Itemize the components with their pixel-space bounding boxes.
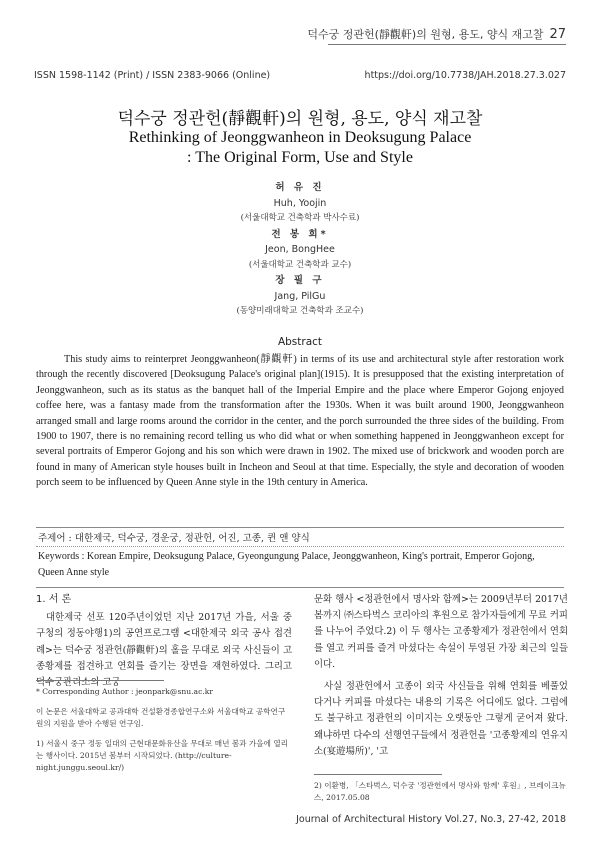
title-english [0, 128, 600, 168]
doi-link[interactable]: https://doi.org/10.7738/JAH.2018.27.3.027 [364, 70, 566, 81]
running-head [307, 26, 566, 42]
body-paragraph-right-2: 사실 정관헌에서 고종이 외국 사신들을 위해 연회를 베풀었다거나 커피를 마셨다는 내용의 기록은 어디에도 없다. 그럼에도 불구하고 정관헌의 이미지는 오랫동안 그렇게 굳어져 왔다. 왜냐하면 다수의 선행연구들에서 정관헌을 '고종황제의 연유지소(宴遊場所)', '고 [314, 681, 568, 757]
body-paragraph-right-1: 문화 행사 <정관헌에서 명사와 함께>는 2009년부터 2017년 봄까지 ㈜스타벅스 코리아의 후원으로 참가자들에게 무료 커피를 나누어 주었다.2) 이 두 행사는 고종황제가 정관헌에서 연회를 열고 커피를 즐겨 마셨다는 속설이 투영된 가장 최근의 일들이다. [314, 594, 568, 670]
abstract-heading: Abstract [277, 336, 323, 348]
author-3-korean: 장 필 구 [275, 275, 325, 286]
author-2-affiliation: (서울대학교 건축학과 교수) [248, 259, 352, 270]
keywords-english: Keywords : Korean Empire, Deoksugung Palace, Gyeongungung Palace, Jeonggwanheon, King's portrait, Emperor Gojong, Queen Anne style [38, 551, 535, 578]
footnote-rule-right [314, 774, 442, 775]
body-paragraph-left: 대한제국 선포 120주년이었던 지난 2017년 가을, 서울 중구청의 정동야행1)의 공연프로그램 <대한제국 외국 공사 접견례>는 덕수궁 정관헌(靜觀軒)의 홀을 무대로 외국 사신들이 고종황제를 접견하고 연회를 즐기는 장면을 재현하였다. 그리고 덕수궁관리소의 고궁 [36, 612, 292, 689]
title-english-line1: Rethinking of Jeonggwanheon in Deoksugung Palace [128, 129, 472, 146]
keywords-bottom-rule [36, 587, 564, 588]
author-2-korean: 전 봉 희* [271, 228, 329, 240]
footnote-2: 2) 이환병, 「스타벅스, 덕수궁 '정관헌에서 명사와 함께' 후원」, 브레이크뉴스, 2017.05.08 [314, 781, 566, 802]
journal-footer: Journal of Architectural History Vol.27, No.3, 27-42, 2018 [296, 814, 566, 825]
keywords-divider [36, 546, 564, 547]
author-1-affiliation: (서울대학교 건축학과 박사수료) [240, 213, 360, 223]
corresponding-author-note: * Corresponding Author : jeonpark@snu.ac.kr [36, 687, 213, 696]
page-number: 27 [549, 27, 566, 42]
issn: ISSN 1598-1142 (Print) / ISSN 2383-9066 (Online) [34, 70, 271, 81]
author-2-english: Jeon, BongHee [265, 244, 335, 255]
keywords-korean: 주제어 : 대한제국, 덕수궁, 경운궁, 정관헌, 어진, 고종, 퀸 앤 양식 [38, 533, 310, 544]
body-right-column [314, 592, 568, 760]
footnotes-left [36, 686, 292, 782]
funding-note: 이 논문은 서울대학교 공과대학 건설환경종합연구소와 서울대학교 공학연구원의 지원을 받아 수행된 연구임. [36, 707, 286, 728]
title-english-line2: : The Original Form, Use and Style [187, 149, 413, 166]
author-3-affiliation: (동양미래대학교 건축학과 조교수) [236, 306, 364, 316]
abstract-body: This study aims to reinterpret Jeonggwanheon(靜觀軒) in terms of its use and architectural style after restoration work through the recently discovered [Deoksugung Palace's original plan](1915). It is presupposed that the existing interpretation of Jeonggwanheon, such as its status as the banquet hall of the Imperial Empire and the place where Emperor Gojong enjoyed coffee here, was a fantasy made from the transformation after the 1930s. When it was built around 1900, Jeonggwanheon arranged small and large rooms around the corridor in the center, and the porch surrounded the three sides of the building. From 1900 to 1907, there is no remaining record telling us who did what or when something happened in Jeonggwanheon except for several portraits of Emperor Gojong and his son which were drawn in 1902. The mixed use of brickwork and wooden porch are found in many of American style houses built in Incheon and Seoul at that time. Especially, the style and decoration of wooden porch seem to be influenced by Queen Anne style in the 19th century in America. [36, 354, 564, 489]
section-heading-intro: 1. 서 론 [36, 594, 72, 605]
footnote-1: 1) 서울시 중구 정동 일대의 근현대문화유산을 무대로 매년 봄과 가을에 열리는 행사이다. 2015년 봄부터 시작되었다. (http://culture-night.junggu.seoul.kr/) [36, 739, 288, 772]
author-1-korean: 허 유 진 [275, 182, 325, 193]
author-3-english: Jang, PilGu [274, 290, 326, 302]
header-rule [328, 44, 566, 45]
running-title: 덕수궁 정관헌(靜觀軒)의 원형, 용도, 양식 재고찰 [307, 28, 544, 41]
author-list [0, 180, 600, 320]
footnote-rule-left [36, 680, 164, 681]
body-left-column [36, 592, 292, 691]
keywords-top-rule [36, 527, 564, 528]
title-korean: 덕수궁 정관헌(靜觀軒)의 원형, 용도, 양식 재고찰 [117, 109, 483, 129]
author-1-english: Huh, Yoojin [273, 197, 327, 209]
